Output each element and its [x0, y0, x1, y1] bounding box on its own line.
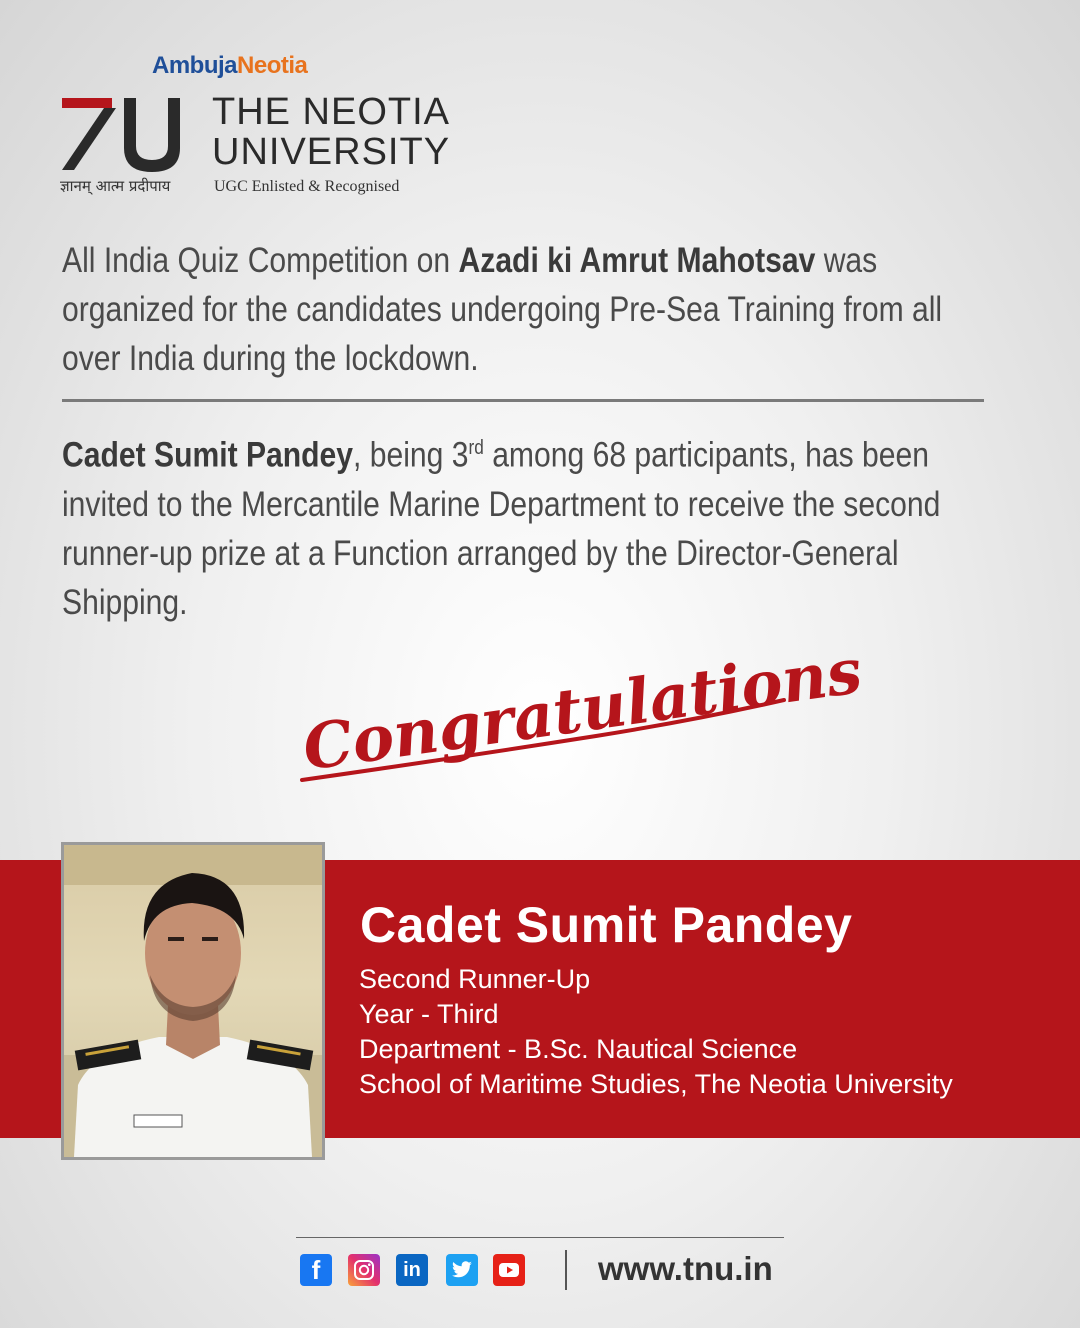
youtube-icon[interactable] [493, 1254, 525, 1286]
cadet-portrait [64, 845, 322, 1157]
linkedin-icon[interactable]: in [396, 1254, 428, 1286]
university-name: THE NEOTIA UNIVERSITY [212, 91, 451, 173]
congratulations-text: Congratulations [298, 634, 867, 785]
facebook-icon[interactable]: f [300, 1254, 332, 1286]
motto: ज्ञानम् आत्म प्रदीपाय [60, 177, 171, 195]
accreditation: UGC Enlisted & Recognised [214, 178, 400, 195]
profile-position: Second Runner-Up [359, 964, 591, 994]
footer-divider [296, 1237, 784, 1238]
twitter-icon[interactable] [446, 1254, 478, 1286]
intro-paragraph: All India Quiz Competition on Azadi ki Amrut Mahotsav was organized for the candidates undergoing Pre-Sea Training from all over India during the lockdown. [62, 241, 943, 378]
cadet-photo [61, 842, 325, 1160]
profile-department: Department - B.Sc. Nautical Science [359, 1034, 798, 1064]
website-link[interactable]: www.tnu.in [598, 1250, 773, 1287]
tnu-logo-mark [60, 96, 192, 172]
profile-year: Year - Third [359, 999, 499, 1029]
cadet-name-inline: Cadet Sumit Pandey [62, 435, 354, 475]
instagram-icon[interactable] [348, 1254, 380, 1286]
competition-name: Azadi ki Amrut Mahotsav [458, 241, 816, 280]
congratulations-script [296, 634, 867, 790]
footer-separator [565, 1250, 567, 1290]
profile-name: Cadet Sumit Pandey [360, 897, 853, 953]
divider [62, 399, 984, 402]
ambuja-neotia-logo: AmbujaNeotia [152, 52, 308, 79]
achievement-paragraph: Cadet Sumit Pandey, being 3rd among 68 participants, has been invited to the Mercantile Marine Department to receive the second runner-up prize at a Function arranged by the Director-General Shipping. [62, 435, 941, 622]
profile-school: School of Maritime Studies, The Neotia University [359, 1069, 953, 1099]
